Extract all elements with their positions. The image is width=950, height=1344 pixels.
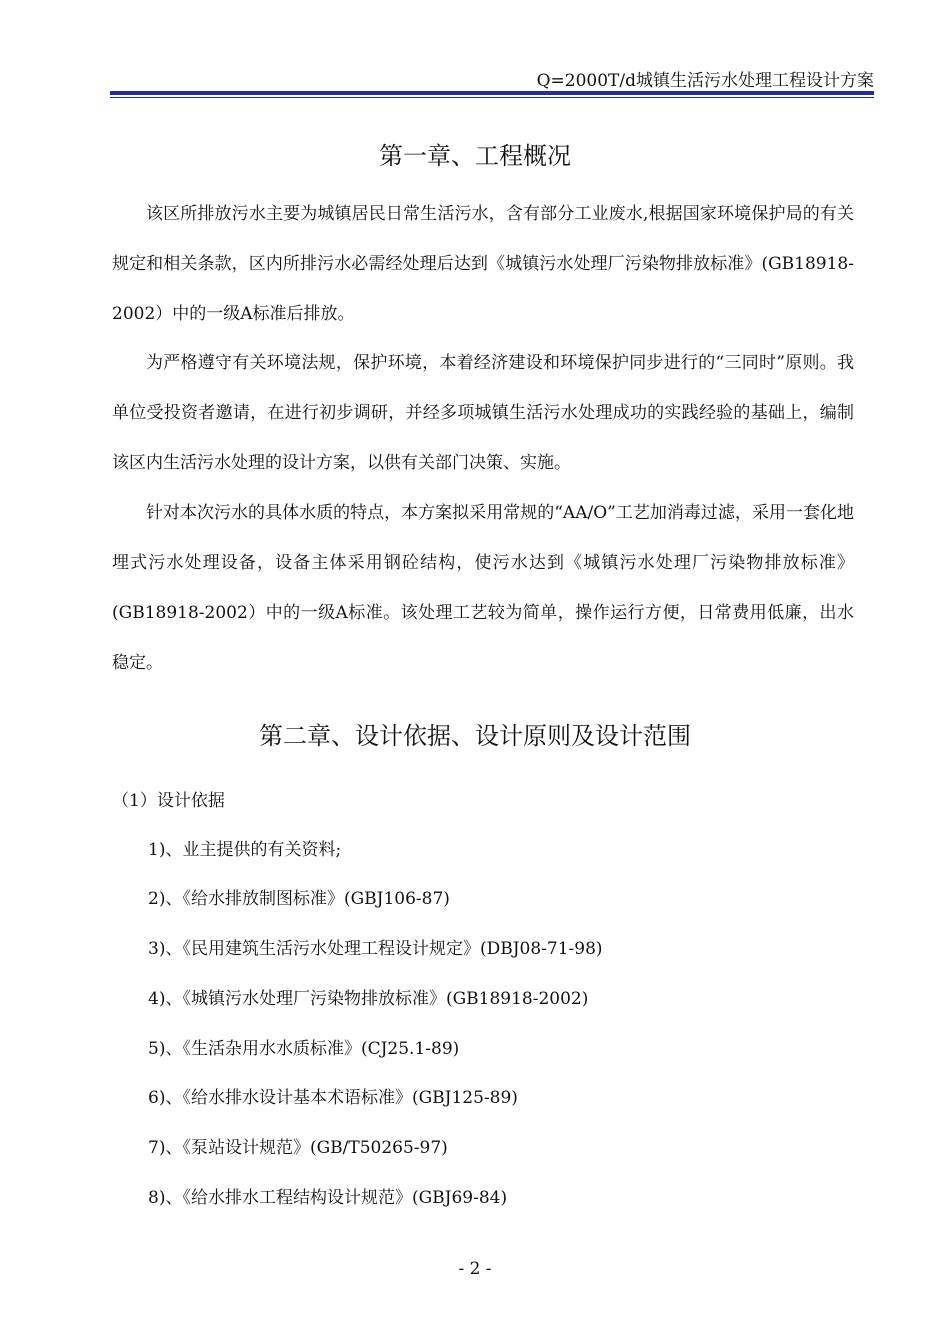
section-label: （1）设计依据 [112,791,225,811]
chapter1-title: 第一章、工程概况 [379,142,571,170]
running-header: Q=2000T/d城镇生活污水处理工程设计方案 [536,71,874,91]
header-rule-thick [110,91,874,95]
chapter2-title: 第二章、设计依据、设计原则及设计范围 [259,722,691,750]
reference-item: 5)、《生活杂用水水质标准》(CJ25.1-89) [148,1039,460,1059]
page-number: - 2 - [458,1259,492,1279]
header-rule-thin [110,97,874,98]
reference-item: 6)、《给水排水设计基本术语标准》(GBJ125-89) [148,1088,518,1108]
reference-item: 2)、《给水排放制图标准》(GBJ106-87) [148,889,450,909]
reference-item: 1)、业主提供的有关资料; [148,840,342,860]
reference-item: 4)、《城镇污水处理厂污染物排放标准》(GB18918-2002) [148,989,589,1009]
chapter1-paragraph-2: 为严格遵守有关环境法规，保护环境，本着经济建设和环境保护同步进行的“三同时”原则。我单位受投资者邀请，在进行初步调研，并经多项城镇生活污水处理成功的实践经验的基础上，编制该区内生活污水处理的设计方案，以供有关部门决策、实施。 [112,353,854,473]
chapter1-paragraph-1: 该区所排放污水主要为城镇居民日常生活污水，含有部分工业废水,根据国家环境保护局的有关规定和相关条款，区内所排污水必需经处理后达到《城镇污水处理厂污染物排放标准》(GB18918-2002）中的一级A标准后排放。 [112,204,854,324]
reference-item: 3)、《民用建筑生活污水处理工程设计规定》(DBJ08-71-98) [148,939,603,959]
chapter1-paragraph-3: 针对本次污水的具体水质的特点，本方案拟采用常规的“AA/O”工艺加消毒过滤，采用一套化地埋式污水处理设备，设备主体采用钢砼结构，使污水达到《城镇污水处理厂污染物排放标准》(GB18918-2002）中的一级A标准。该处理工艺较为简单，操作运行方便，日常费用低廉，出水稳定。 [112,503,854,673]
reference-item: 8)、《给水排水工程结构设计规范》(GBJ69-84) [148,1188,508,1208]
reference-item: 7)、《泵站设计规范》(GB/T50265-97) [148,1138,448,1158]
